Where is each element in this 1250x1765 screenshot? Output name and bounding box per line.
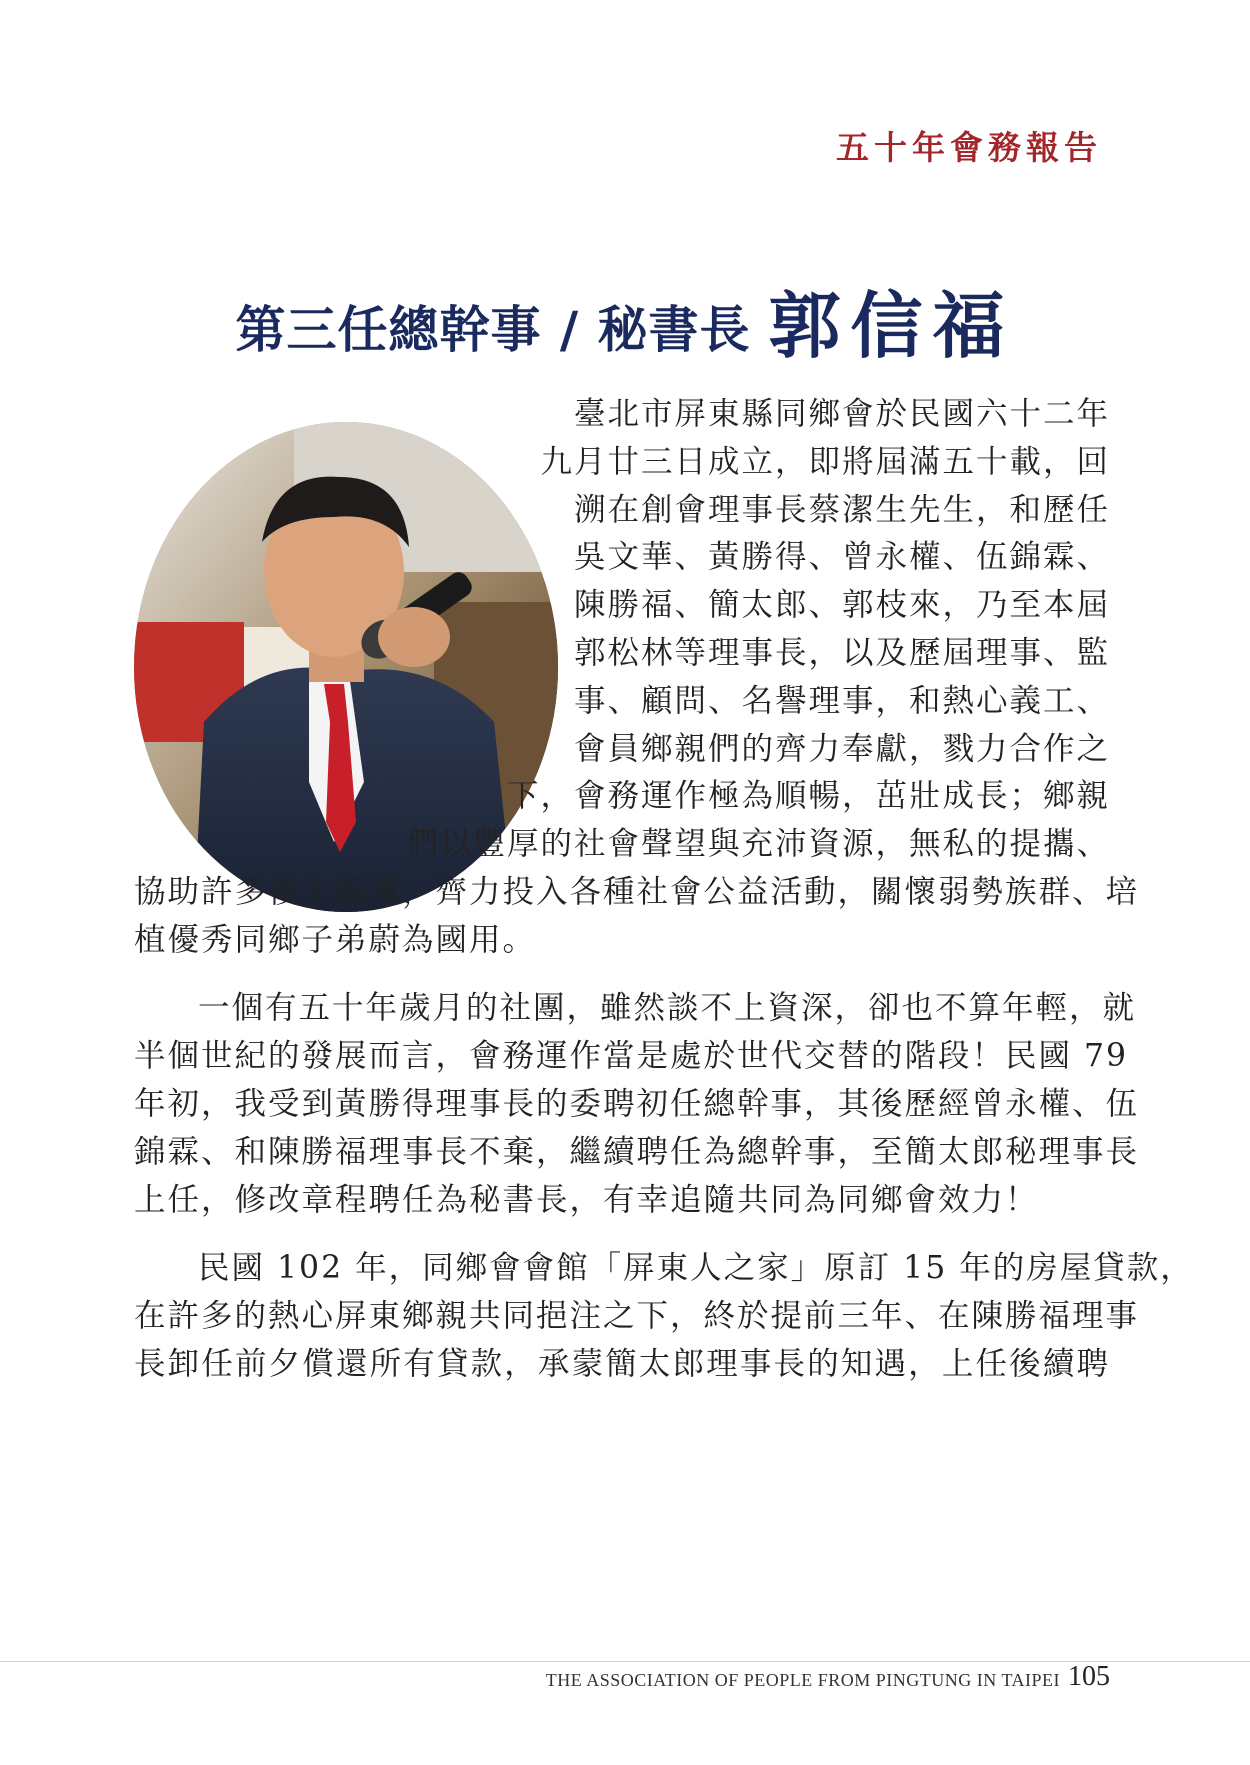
body-line: 溯在創會理事長蔡潔生先生，和歷任 [573, 492, 1110, 528]
body-line: 們以豐厚的社會聲望與充沛資源，無私的提攜、 [406, 826, 1110, 862]
body-line: 九月廿三日成立，即將屆滿五十載，回 [540, 444, 1110, 480]
title-role: 第三任總幹事 / 秘書長 [235, 300, 751, 359]
section-header: 五十年會務報告 [836, 128, 1102, 167]
body-line: 吳文華、黃勝得、曾永權、伍錦霖、 [573, 539, 1110, 575]
body-line: 上任，修改章程聘任為秘書長，有幸追隨共同為同鄉會效力！ [134, 1182, 1039, 1218]
body-line: 郭松林等理事長，以及歷屆理事、監 [573, 635, 1110, 671]
body-line: 會員鄉親們的齊力奉獻，戮力合作之 [573, 731, 1110, 767]
body-line: 民國 102 年，同鄉會會館「屏東人之家」原訂 15 年的房屋貸款， [198, 1250, 1194, 1286]
body-line: 植優秀同鄉子弟蔚為國用。 [134, 922, 537, 958]
body-line: 協助許多後生晚輩，齊力投入各種社會公益活動，關懷弱勢族群、培 [134, 874, 1140, 910]
body-line: 年初，我受到黃勝得理事長的委聘初任總幹事，其後歷經曾永權、伍 [134, 1086, 1140, 1122]
body-line: 一個有五十年歲月的社團，雖然談不上資深，卻也不算年輕，就 [198, 990, 1137, 1026]
footer-org-name: THE ASSOCIATION OF PEOPLE FROM PINGTUNG IN TAIPEI [545, 1670, 1060, 1690]
body-line: 陳勝福、簡太郎、郭枝來，乃至本屆 [573, 587, 1110, 623]
title-person-name: 郭信福 [768, 283, 1015, 368]
body-line: 長卸任前夕償還所有貸款，承蒙簡太郎理事長的知遇，上任後續聘 [134, 1346, 1110, 1382]
body-line: 在許多的熱心屏東鄉親共同挹注之下，終於提前三年、在陳勝福理事 [134, 1298, 1140, 1334]
body-line: 錦霖、和陳勝福理事長不棄，繼續聘任為總幹事，至簡太郎秘理事長 [134, 1134, 1140, 1170]
body-line: 臺北市屏東縣同鄉會於民國六十二年 [573, 396, 1110, 432]
body-line: 半個世紀的發展而言，會務運作當是處於世代交替的階段！民國 79 [134, 1038, 1129, 1074]
footer-divider [0, 1661, 1250, 1662]
article-title [0, 268, 1250, 372]
page-number: 105 [1068, 1661, 1110, 1692]
body-line: 下，會務運作極為順暢，茁壯成長；鄉親 [506, 778, 1110, 814]
body-line: 事、顧問、名譽理事，和熱心義工、 [573, 683, 1110, 719]
